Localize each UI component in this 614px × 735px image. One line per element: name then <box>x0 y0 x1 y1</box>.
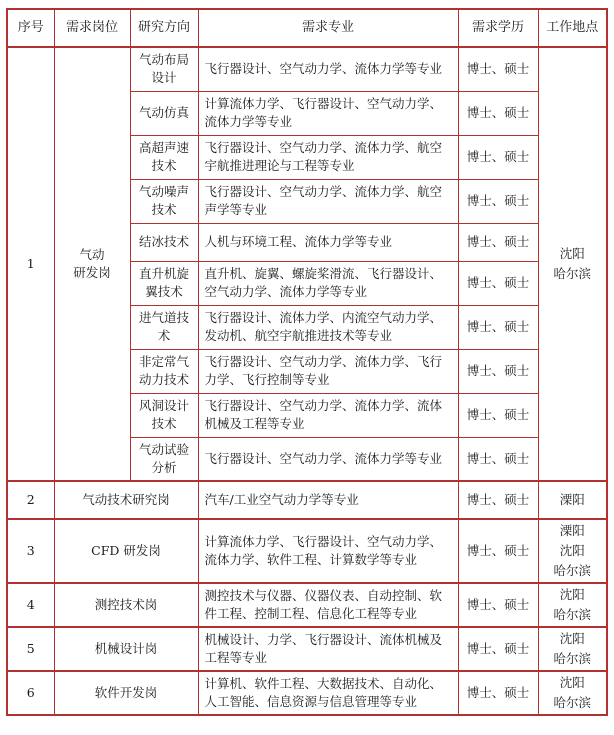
location-line: 哈尔滨 <box>553 266 591 281</box>
table-row <box>7 519 607 583</box>
degree-text: 博士、硕士 <box>466 450 530 466</box>
row-index-value: 1 <box>26 256 35 271</box>
header-index: 序号 <box>7 9 54 47</box>
work-location <box>538 583 607 627</box>
degree-text: 博士、硕士 <box>466 149 530 164</box>
row-index <box>7 671 54 715</box>
position-line: 研发岗 <box>73 265 111 280</box>
row-index <box>7 519 54 583</box>
degree-text: 博士、硕士 <box>466 234 530 249</box>
degree-text: 博士、硕士 <box>466 597 530 612</box>
major-text: 飞行器设计、空气动力学、流体力学等专业 <box>204 61 443 77</box>
direction-text: 非定常气动力技术 <box>138 354 189 387</box>
row-position <box>54 583 198 627</box>
major-requirement <box>198 437 458 481</box>
row-index-value: 2 <box>26 492 35 507</box>
location-line: 溧阳 <box>559 523 585 538</box>
position-text: 软件开发岗 <box>94 685 158 700</box>
major-requirement <box>198 261 458 305</box>
major-text: 飞行器设计、空气动力学、流体力学等专业 <box>204 450 443 466</box>
major-text: 直升机、旋翼、螺旋桨滑流、飞行器设计、空气动力学、流体力学等专业 <box>204 266 443 299</box>
table-row <box>7 671 607 715</box>
major-text: 人机与环境工程、流体力学等专业 <box>204 234 393 249</box>
direction-text: 气动噪声技术 <box>138 184 189 217</box>
location-line: 沈阳 <box>559 246 585 261</box>
row-index <box>7 481 54 519</box>
degree-requirement <box>458 519 538 583</box>
work-location <box>538 519 607 583</box>
degree-requirement <box>458 627 538 671</box>
header-major: 需求专业 <box>198 9 458 47</box>
degree-requirement <box>458 349 538 393</box>
research-direction <box>130 179 198 223</box>
row-index <box>7 47 54 481</box>
degree-text: 博士、硕士 <box>466 363 530 378</box>
location-line: 哈尔滨 <box>553 607 591 622</box>
major-text: 机械设计、力学、飞行器设计、流体机械及工程等专业 <box>204 632 443 665</box>
degree-requirement <box>458 671 538 715</box>
work-location <box>538 47 607 481</box>
table-row <box>7 47 607 91</box>
degree-requirement <box>458 305 538 349</box>
location-line: 溧阳 <box>559 492 585 507</box>
location-line: 沈阳 <box>559 587 585 602</box>
major-text: 测控技术与仪器、仪器仪表、自动控制、软件工程、控制工程、信息化工程等专业 <box>204 588 443 621</box>
major-text: 飞行器设计、空气动力学、流体力学、航空宇航推进理论与工程等专业 <box>204 140 443 173</box>
position-text: CFD 研发岗 <box>91 543 161 558</box>
degree-text: 博士、硕士 <box>466 61 530 77</box>
major-requirement <box>198 671 458 715</box>
major-text: 计算机、软件工程、大数据技术、自动化、人工智能、信息资源与信息管理等专业 <box>204 676 443 709</box>
row-index-value: 5 <box>26 641 35 656</box>
research-direction <box>130 437 198 481</box>
header-position: 需求岗位 <box>54 9 130 47</box>
degree-text: 博士、硕士 <box>466 543 530 558</box>
research-direction <box>130 393 198 437</box>
location-line: 哈尔滨 <box>553 651 591 666</box>
direction-text: 结冰技术 <box>138 234 189 249</box>
research-direction <box>130 223 198 261</box>
degree-requirement <box>458 393 538 437</box>
degree-requirement <box>458 437 538 481</box>
location-line: 哈尔滨 <box>553 563 591 578</box>
degree-text: 博士、硕士 <box>466 407 530 422</box>
major-requirement <box>198 393 458 437</box>
table-row <box>7 583 607 627</box>
table-row <box>7 627 607 671</box>
row-position <box>54 47 130 481</box>
degree-requirement <box>458 583 538 627</box>
row-position <box>54 671 198 715</box>
direction-text: 高超声速技术 <box>138 140 189 173</box>
work-location <box>538 481 607 519</box>
degree-text: 博士、硕士 <box>466 685 530 700</box>
major-text: 飞行器设计、流体力学、内流空气动力学、发动机、航空宇航推进技术等专业 <box>204 310 443 343</box>
major-requirement <box>198 481 458 519</box>
major-requirement <box>198 47 458 91</box>
research-direction <box>130 305 198 349</box>
research-direction <box>130 91 198 135</box>
position-text: 机械设计岗 <box>94 641 158 656</box>
location-line: 沈阳 <box>559 631 585 646</box>
major-text: 计算流体力学、飞行器设计、空气动力学、流体力学等专业 <box>204 96 443 129</box>
row-index-value: 4 <box>26 597 35 612</box>
major-requirement <box>198 305 458 349</box>
location-line: 哈尔滨 <box>553 695 591 710</box>
degree-requirement <box>458 261 538 305</box>
major-requirement <box>198 91 458 135</box>
major-requirement <box>198 519 458 583</box>
major-text: 飞行器设计、空气动力学、流体力学、流体机械及工程等专业 <box>204 398 443 431</box>
research-direction <box>130 349 198 393</box>
degree-text: 博士、硕士 <box>466 105 530 120</box>
degree-requirement <box>458 179 538 223</box>
degree-requirement <box>458 47 538 91</box>
major-text: 飞行器设计、空气动力学、流体力学、飞行力学、飞行控制等专业 <box>204 354 443 387</box>
row-position <box>54 481 198 519</box>
degree-requirement <box>458 223 538 261</box>
direction-text: 风洞设计技术 <box>138 398 189 431</box>
location-line: 沈阳 <box>559 675 585 690</box>
table-body <box>7 47 607 715</box>
degree-requirement <box>458 135 538 179</box>
major-requirement <box>198 223 458 261</box>
direction-text: 气动试验分析 <box>138 441 189 475</box>
row-position <box>54 519 198 583</box>
research-direction <box>130 47 198 91</box>
degree-text: 博士、硕士 <box>466 492 530 507</box>
degree-requirement <box>458 481 538 519</box>
degree-text: 博士、硕士 <box>466 275 530 290</box>
row-position <box>54 627 198 671</box>
row-index <box>7 583 54 627</box>
position-text: 测控技术岗 <box>94 597 158 612</box>
degree-requirement <box>458 91 538 135</box>
table-row <box>7 481 607 519</box>
row-index-value: 6 <box>26 685 35 700</box>
major-requirement <box>198 135 458 179</box>
degree-text: 博士、硕士 <box>466 319 530 334</box>
work-location <box>538 671 607 715</box>
work-location <box>538 627 607 671</box>
header-degree: 需求学历 <box>458 9 538 47</box>
recruitment-table <box>6 8 608 716</box>
row-index-value: 3 <box>26 543 35 558</box>
direction-text: 气动仿真 <box>138 105 189 120</box>
major-requirement <box>198 179 458 223</box>
position-text: 气动技术研究岗 <box>82 492 170 507</box>
major-requirement <box>198 583 458 627</box>
direction-text: 进气道技术 <box>138 310 189 343</box>
row-index <box>7 627 54 671</box>
research-direction <box>130 261 198 305</box>
position-line: 气动 <box>79 247 105 262</box>
major-requirement <box>198 627 458 671</box>
direction-text: 气动布局设计 <box>138 52 189 86</box>
degree-text: 博士、硕士 <box>466 641 530 656</box>
header-direction: 研究方向 <box>130 9 198 47</box>
header-location: 工作地点 <box>538 9 607 47</box>
research-direction <box>130 135 198 179</box>
major-text: 计算流体力学、飞行器设计、空气动力学、流体力学、软件工程、计算数学等专业 <box>204 534 443 567</box>
degree-text: 博士、硕士 <box>466 193 530 208</box>
major-text: 汽车/工业空气动力学等专业 <box>204 492 359 507</box>
major-requirement <box>198 349 458 393</box>
major-text: 飞行器设计、空气动力学、流体力学、航空声学等专业 <box>204 184 443 217</box>
location-line: 沈阳 <box>559 543 585 558</box>
direction-text: 直升机旋翼技术 <box>138 266 189 299</box>
header-row <box>7 9 607 47</box>
